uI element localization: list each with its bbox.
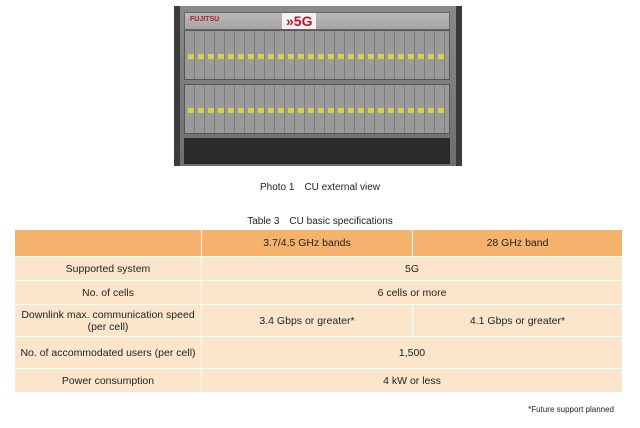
table-row: [15, 281, 623, 305]
card-latches-upper: [188, 54, 444, 59]
row-label: No. of accommodated users (per cell): [15, 337, 202, 369]
card-latches-lower: [188, 108, 444, 113]
table-header-row: [15, 230, 623, 257]
header-band-b: 28 GHz band: [413, 230, 623, 257]
row-value: 6 cells or more: [202, 281, 623, 305]
row-value: 5G: [202, 257, 623, 281]
row-label: No. of cells: [15, 281, 202, 305]
table-row: [15, 337, 623, 369]
row-value: 4 kW or less: [202, 369, 623, 393]
spec-table: [14, 229, 623, 393]
header-empty: [15, 230, 202, 257]
table-footnote: *Future support planned: [528, 405, 614, 414]
row-value-band-a: 3.4 Gbps or greater*: [202, 305, 413, 337]
row-label: Power consumption: [15, 369, 202, 393]
table-caption: Table 3 CU basic specifications: [247, 216, 393, 227]
header-band-a: 3.7/4.5 GHz bands: [202, 230, 413, 257]
rack-base: [184, 138, 450, 164]
table-row: [15, 305, 623, 337]
brand-logo: FUJITSU: [190, 16, 220, 23]
5g-badge: »5G: [282, 13, 316, 29]
cu-photo: [174, 6, 462, 166]
photo-caption: Photo 1 CU external view: [259, 182, 381, 193]
table-row: [15, 369, 623, 393]
table-row: [15, 257, 623, 281]
row-label: Supported system: [15, 257, 202, 281]
row-value: 1,500: [202, 337, 623, 369]
chassis-header: [184, 12, 450, 30]
row-value-band-b: 4.1 Gbps or greater*: [413, 305, 623, 337]
row-label: Downlink max. communication speed (per cell): [15, 305, 202, 337]
